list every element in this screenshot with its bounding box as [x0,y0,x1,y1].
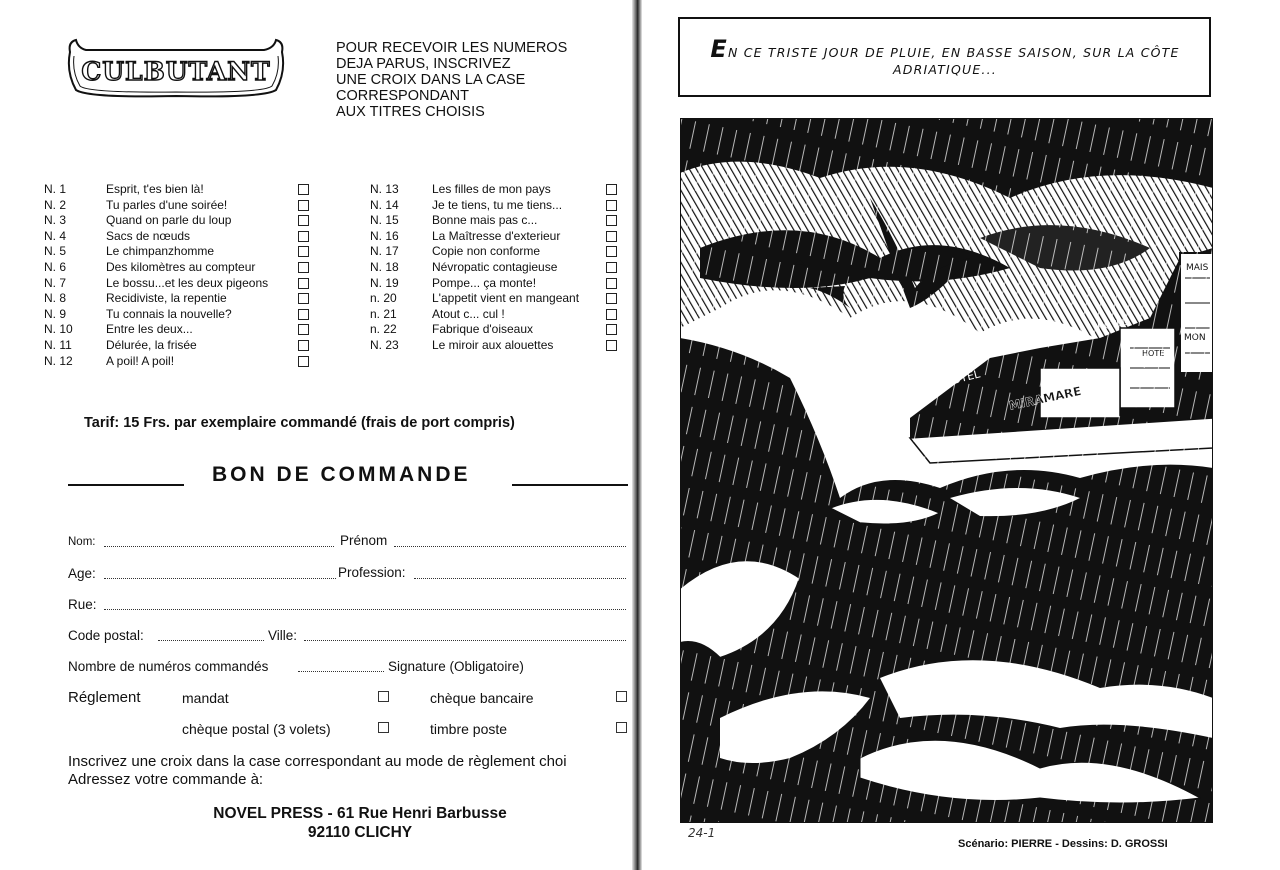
culbutant-logo [64,38,288,100]
title-name: Névropatic contagieuse [432,260,558,274]
logo-text: CULBUTANT [81,57,271,86]
title-number: N. 23 [370,338,399,352]
title-checkbox[interactable] [298,293,309,304]
title-number: N. 11 [44,338,72,352]
title-checkbox[interactable] [606,200,617,211]
title-number: n. 20 [370,291,397,306]
title-number: n. 21 [370,306,397,321]
title-name: Délurée, la frisée [106,338,197,352]
page-number: 24-1 [688,826,716,840]
intro-line: AUX TITRES CHOISIS [336,104,485,120]
payment-label: Réglement [68,689,141,706]
title-checkbox[interactable] [606,293,617,304]
title-number: N. 7 [44,275,67,290]
profession-label: Profession: [338,565,406,580]
title-number: N. 14 [370,197,399,212]
comic-panel-illustration [680,118,1213,823]
title-checkbox[interactable] [606,246,617,257]
title-number: N. 8 [44,291,67,306]
title-number: N. 19 [370,275,399,290]
ville-field[interactable] [304,640,626,641]
title-name: Le bossu...et les deux pigeons [106,275,269,290]
intro-line: CORRESPONDANT [336,88,469,104]
title-name: Fabrique d'oiseaux [432,322,534,337]
title-name: Sacs de nœuds [106,228,191,243]
title-number: N. 9 [44,306,67,321]
comic-caption [710,35,1180,78]
title-checkbox[interactable] [298,246,309,257]
title-checkbox[interactable] [298,278,309,289]
title-number: N. 12 [44,353,73,368]
title-checkbox[interactable] [298,340,309,351]
title-checkbox[interactable] [298,184,309,195]
address-line: 92110 CLICHY [307,824,413,841]
title-checkbox[interactable] [298,262,309,273]
nombre-field[interactable] [298,671,384,672]
caption-text: N CE TRISTE JOUR DE PLUIE, EN BASSE SAISON, SUR LA CÔTE ADRIATIQUE... [728,45,1180,77]
nombre-label: Nombre de numéros commandés [68,659,269,674]
title-checkbox[interactable] [606,262,617,273]
order-form-title: BON DE COMMANDE [212,463,471,486]
nom-label: Nom: [68,536,96,548]
prenom-field[interactable] [394,546,626,547]
title-number: N. 3 [44,213,67,228]
address [200,804,520,842]
code-postal-field[interactable] [158,640,264,641]
rue-field[interactable] [104,609,626,610]
code-postal-label: Code postal: [68,628,144,643]
intro-line: POUR RECEVOIR LES NUMEROS [336,40,568,56]
title-checkbox[interactable] [606,184,617,195]
title-name: Atout c... cul ! [432,306,505,321]
title-checkbox[interactable] [298,231,309,242]
title-checkbox[interactable] [298,356,309,367]
title-number: N. 5 [44,244,67,259]
title-name: Quand on parle du loup [106,213,232,228]
title-number: N. 15 [370,213,399,228]
payment-option-cheque-bancaire: chèque bancaire [430,690,534,706]
title-checkbox[interactable] [298,215,309,226]
title-checkbox[interactable] [606,231,617,242]
title-checkbox[interactable] [606,215,617,226]
title-checkbox[interactable] [298,309,309,320]
title-number: N. 18 [370,260,399,274]
title-number: N. 1 [44,182,67,196]
intro-line: UNE CROIX DANS LA CASE [336,72,526,88]
ville-label: Ville: [268,628,298,643]
mandat-checkbox[interactable] [378,691,389,702]
title-name: Copie non conforme [432,244,541,259]
title-number: N. 6 [44,260,67,274]
rue-label: Rue: [68,597,97,612]
payment-option-timbre-poste: timbre poste [430,721,508,737]
divider [68,484,184,486]
cheque-bancaire-checkbox[interactable] [616,691,627,702]
title-number: N. 13 [370,182,399,196]
title-name: Tu parles d'une soirée! [106,197,228,212]
title-name: La Maîtresse d'exterieur [432,228,561,243]
title-number: N. 2 [44,197,67,212]
instructions [68,753,634,789]
title-name: Esprit, t'es bien là! [106,182,204,196]
instruction-line: Inscrivez une croix dans la case correspondant au mode de règlement choi [68,753,567,770]
title-name: Je te tiens, tu me tiens... [432,197,563,212]
title-number: N. 16 [370,228,399,243]
age-label: Age: [68,566,96,581]
instruction-line: Adressez votre commande à: [68,771,264,788]
tarif-text: Tarif: 15 Frs. par exemplaire commandé (frais de port compris) [84,415,515,431]
title-checkbox[interactable] [606,278,617,289]
title-name: Des kilomètres au compteur [106,260,256,274]
timbre-poste-checkbox[interactable] [616,722,627,733]
intro-text [336,40,626,120]
caption-drop-cap: E [710,35,728,63]
title-name: Le chimpanzhomme [106,244,215,259]
page-gutter [632,0,642,870]
title-name: Le miroir aux alouettes [432,338,554,352]
prenom-label: Prénom [340,533,388,548]
nom-field[interactable] [104,546,334,547]
title-checkbox[interactable] [298,324,309,335]
signature-label: Signature (Obligatoire) [388,659,524,674]
address-line: NOVEL PRESS - 61 Rue Henri Barbusse [213,805,507,822]
title-name: Tu connais la nouvelle? [106,306,232,321]
title-number: N. 10 [44,322,73,337]
intro-line: DEJA PARUS, INSCRIVEZ [336,56,511,72]
divider [512,484,628,486]
title-name: Recidiviste, la repentie [106,291,227,306]
title-checkbox[interactable] [606,324,617,335]
title-name: Bonne mais pas c... [432,213,538,228]
comic-credit: Scénario: PIERRE - Dessins: D. GROSSI [958,838,1168,850]
title-name: Pompe... ça monte! [432,275,537,290]
title-number: N. 17 [370,244,399,259]
title-number: n. 22 [370,322,397,337]
title-name: L'appetit vient en mangeant [432,291,580,306]
comic-caption-box [678,17,1211,97]
title-checkbox[interactable] [298,200,309,211]
title-name: A poil! A poil! [106,353,175,368]
age-field[interactable] [104,578,336,579]
payment-option-mandat: mandat [182,690,229,706]
title-name: Entre les deux... [106,322,193,337]
payment-option-cheque-postal: chèque postal (3 volets) [182,721,331,737]
title-checkbox[interactable] [606,340,617,351]
title-number: N. 4 [44,228,67,243]
cheque-postal-checkbox[interactable] [378,722,389,733]
title-checkbox[interactable] [606,309,617,320]
profession-field[interactable] [414,578,626,579]
title-name: Les filles de mon pays [432,182,551,196]
